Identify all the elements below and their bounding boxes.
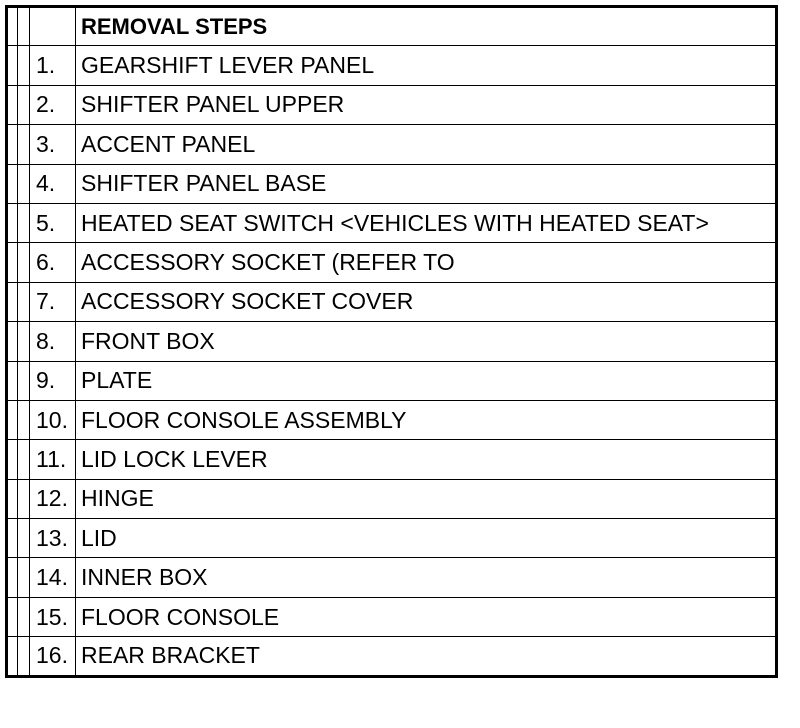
spacer-cell: [7, 519, 18, 558]
spacer-cell: [7, 282, 18, 321]
step-number: 13.: [30, 519, 76, 558]
step-number: 14.: [30, 558, 76, 597]
step-label: ACCESSORY SOCKET COVER: [76, 282, 777, 321]
table-title: REMOVAL STEPS: [76, 7, 777, 46]
spacer-cell: [18, 361, 30, 400]
spacer-cell: [18, 125, 30, 164]
number-header-cell: [30, 7, 76, 46]
table-row: [7, 519, 777, 558]
step-number: 6.: [30, 243, 76, 282]
spacer-cell: [7, 7, 18, 46]
spacer-cell: [18, 637, 30, 676]
spacer-cell: [18, 597, 30, 636]
step-label: HEATED SEAT SWITCH <VEHICLES WITH HEATED SEAT>: [76, 203, 777, 242]
spacer-cell: [7, 203, 18, 242]
table-row: [7, 597, 777, 636]
spacer-cell: [7, 164, 18, 203]
spacer-cell: [18, 519, 30, 558]
spacer-cell: [7, 440, 18, 479]
removal-steps-table: [5, 5, 778, 678]
step-number: 10.: [30, 400, 76, 439]
table-row: [7, 361, 777, 400]
step-label: LID: [76, 519, 777, 558]
spacer-cell: [18, 164, 30, 203]
spacer-cell: [18, 400, 30, 439]
step-label: HINGE: [76, 479, 777, 518]
spacer-cell: [7, 479, 18, 518]
step-label: ACCENT PANEL: [76, 125, 777, 164]
table-row: [7, 440, 777, 479]
spacer-cell: [18, 7, 30, 46]
spacer-cell: [7, 400, 18, 439]
spacer-cell: [7, 597, 18, 636]
step-number: 9.: [30, 361, 76, 400]
table-row: [7, 85, 777, 124]
step-label: PLATE: [76, 361, 777, 400]
spacer-cell: [18, 85, 30, 124]
step-number: 4.: [30, 164, 76, 203]
spacer-cell: [18, 46, 30, 85]
table-row: [7, 243, 777, 282]
table-row: [7, 203, 777, 242]
step-label: GEARSHIFT LEVER PANEL: [76, 46, 777, 85]
step-number: 5.: [30, 203, 76, 242]
step-number: 12.: [30, 479, 76, 518]
step-number: 16.: [30, 637, 76, 676]
step-number: 3.: [30, 125, 76, 164]
step-label: SHIFTER PANEL UPPER: [76, 85, 777, 124]
step-number: 15.: [30, 597, 76, 636]
step-number: 8.: [30, 322, 76, 361]
table-row: [7, 637, 777, 676]
spacer-cell: [7, 46, 18, 85]
table-row: [7, 164, 777, 203]
step-label: INNER BOX: [76, 558, 777, 597]
table-row: [7, 46, 777, 85]
table-row: [7, 558, 777, 597]
table-header-row: [7, 7, 777, 46]
step-label: FLOOR CONSOLE ASSEMBLY: [76, 400, 777, 439]
spacer-cell: [7, 558, 18, 597]
spacer-cell: [18, 440, 30, 479]
step-label: ACCESSORY SOCKET (REFER TO: [76, 243, 777, 282]
table-row: [7, 125, 777, 164]
spacer-cell: [7, 125, 18, 164]
table-row: [7, 282, 777, 321]
spacer-cell: [7, 322, 18, 361]
step-number: 7.: [30, 282, 76, 321]
step-label: REAR BRACKET: [76, 637, 777, 676]
step-label: FLOOR CONSOLE: [76, 597, 777, 636]
table-row: [7, 400, 777, 439]
spacer-cell: [18, 203, 30, 242]
spacer-cell: [7, 243, 18, 282]
table-row: [7, 479, 777, 518]
step-number: 2.: [30, 85, 76, 124]
table-row: [7, 322, 777, 361]
spacer-cell: [18, 282, 30, 321]
step-label: FRONT BOX: [76, 322, 777, 361]
spacer-cell: [18, 558, 30, 597]
spacer-cell: [18, 243, 30, 282]
step-number: 11.: [30, 440, 76, 479]
spacer-cell: [18, 322, 30, 361]
step-number: 1.: [30, 46, 76, 85]
spacer-cell: [7, 85, 18, 124]
spacer-cell: [7, 637, 18, 676]
spacer-cell: [18, 479, 30, 518]
step-label: SHIFTER PANEL BASE: [76, 164, 777, 203]
spacer-cell: [7, 361, 18, 400]
step-label: LID LOCK LEVER: [76, 440, 777, 479]
